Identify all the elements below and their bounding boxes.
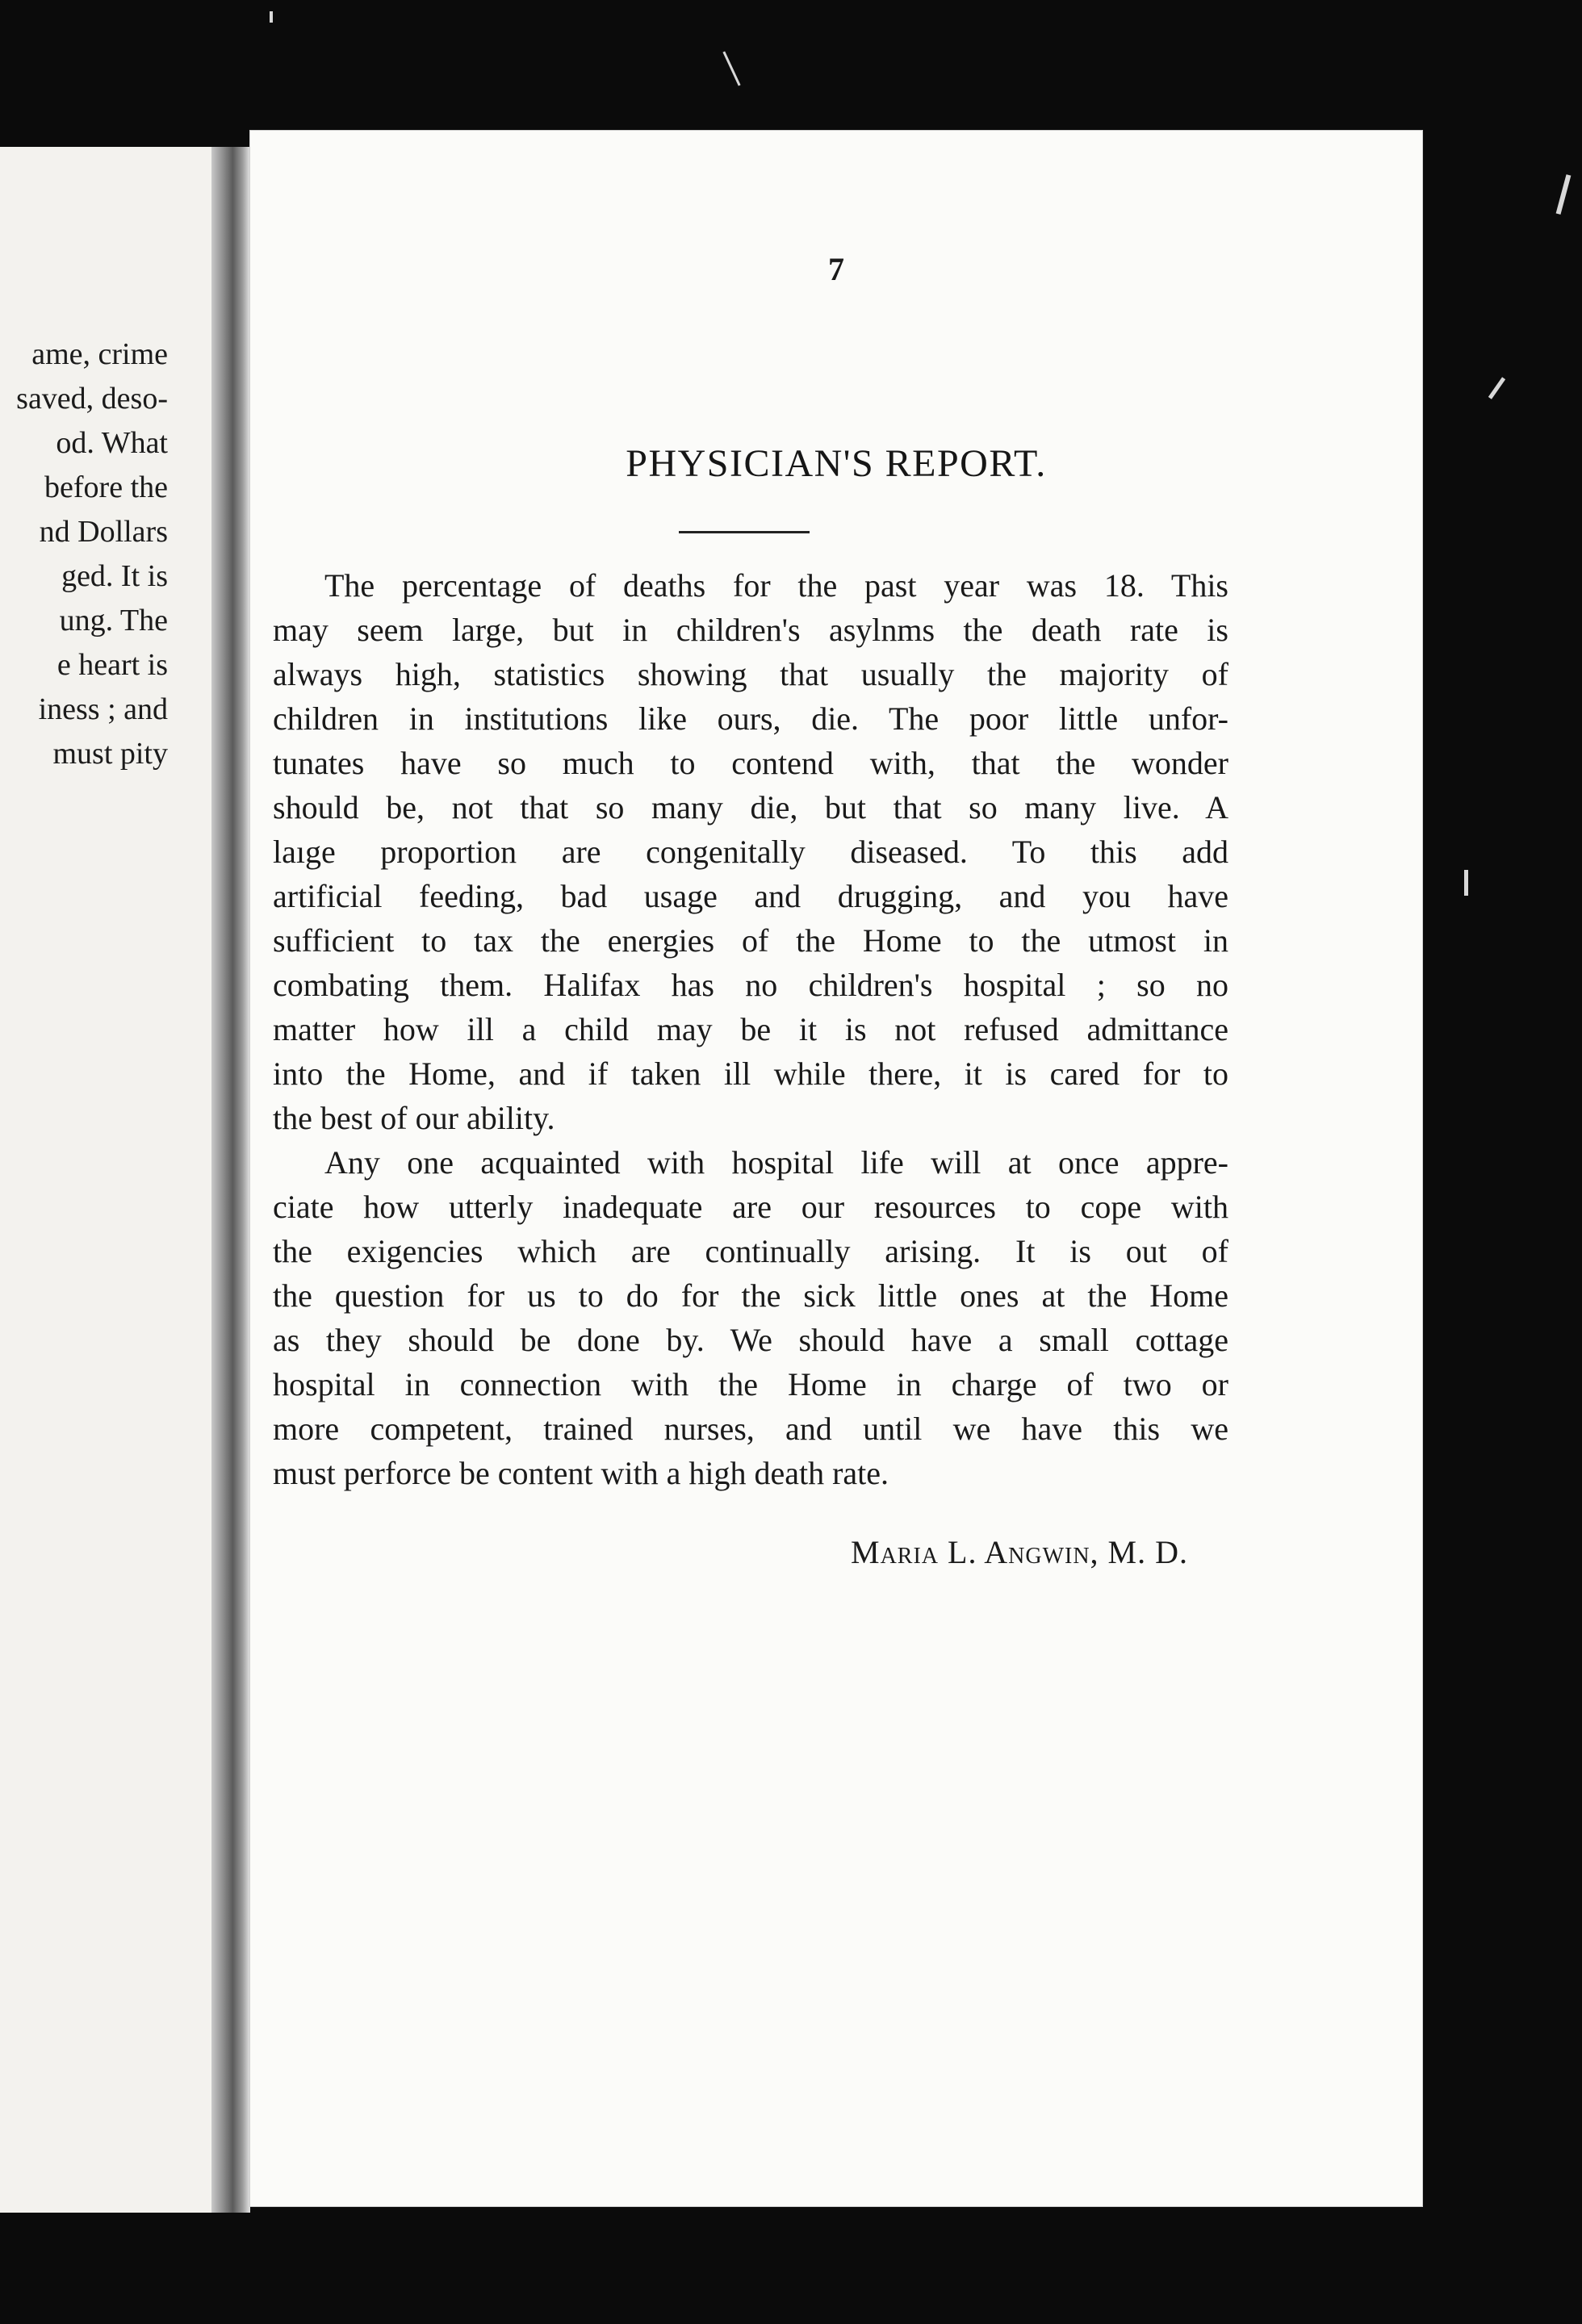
text-line: as they should be done by. We should have a small cottage bbox=[273, 1322, 1228, 1358]
left-page-line: od. What bbox=[56, 426, 168, 460]
text-line: children in institutions like ours, die. The poor little unfor- bbox=[273, 700, 1228, 737]
text-line: combating them. Halifax has no children's hospital ; so no bbox=[273, 967, 1228, 1003]
report-body bbox=[273, 563, 1228, 1495]
scan-speck bbox=[1488, 377, 1505, 399]
text-line: hospital in connection with the Home in charge of two or bbox=[273, 1366, 1228, 1402]
right-page bbox=[250, 131, 1422, 2206]
scan-speck bbox=[1464, 870, 1468, 896]
text-line: the best of our ability. bbox=[273, 1100, 555, 1136]
text-line: laıge proportion are congenitally diseased. To this add bbox=[273, 834, 1228, 870]
text-line: should be, not that so many die, but that so many live. A bbox=[273, 789, 1228, 826]
scan-speck bbox=[722, 52, 740, 86]
report-title: PHYSICIAN'S REPORT. bbox=[626, 442, 1047, 485]
text-line: always high, statistics showing that usually the majority of bbox=[273, 656, 1228, 692]
left-page-line: ame, crime bbox=[31, 337, 168, 371]
left-facing-page bbox=[0, 147, 228, 2213]
text-line: sufficient to tax the energies of the Home to the utmost in bbox=[273, 922, 1228, 959]
text-line: ciate how utterly inadequate are our resources to cope with bbox=[273, 1189, 1228, 1225]
left-page-line: ged. It is bbox=[61, 559, 168, 593]
text-line: The percentage of deaths for the past year was 18. This bbox=[324, 567, 1228, 604]
left-page-line: before the bbox=[44, 470, 168, 504]
left-page-line: saved, deso- bbox=[16, 382, 168, 416]
title-divider bbox=[679, 531, 810, 533]
left-page-line: must pity bbox=[52, 737, 168, 771]
text-line: artificial feeding, bad usage and drugging, and you have bbox=[273, 878, 1228, 914]
text-line: the exigencies which are continually arising. It is out of bbox=[273, 1233, 1228, 1269]
text-line: matter how ill a child may be it is not refused admittance bbox=[273, 1011, 1228, 1047]
book-spine-shadow bbox=[211, 147, 250, 2213]
text-line: may seem large, but in children's asylnms the death rate is bbox=[273, 612, 1228, 648]
left-page-line: ung. The bbox=[59, 604, 168, 637]
text-line: tunates have so much to contend with, that the wonder bbox=[273, 745, 1228, 781]
page-number: 7 bbox=[828, 251, 844, 287]
paragraph-1 bbox=[273, 563, 1228, 1140]
left-page-line: iness ; and bbox=[38, 692, 168, 726]
left-page-line: e heart is bbox=[56, 648, 168, 682]
scan-speck bbox=[270, 11, 273, 23]
signature: Maria L. Angwin, M. D. bbox=[851, 1534, 1188, 1570]
text-line: must perforce be content with a high death rate. bbox=[273, 1455, 889, 1491]
left-page-line: nd Dollars bbox=[39, 515, 168, 549]
left-page-text bbox=[16, 332, 168, 776]
paragraph-2 bbox=[273, 1140, 1228, 1495]
text-line: the question for us to do for the sick little ones at the Home bbox=[273, 1277, 1228, 1314]
text-line: more competent, trained nurses, and until we have this we bbox=[273, 1411, 1228, 1447]
text-line: into the Home, and if taken ill while there, it is cared for to bbox=[273, 1055, 1228, 1092]
scan-speck bbox=[1556, 174, 1572, 215]
text-line: Any one acquainted with hospital life will at once appre- bbox=[324, 1144, 1228, 1181]
